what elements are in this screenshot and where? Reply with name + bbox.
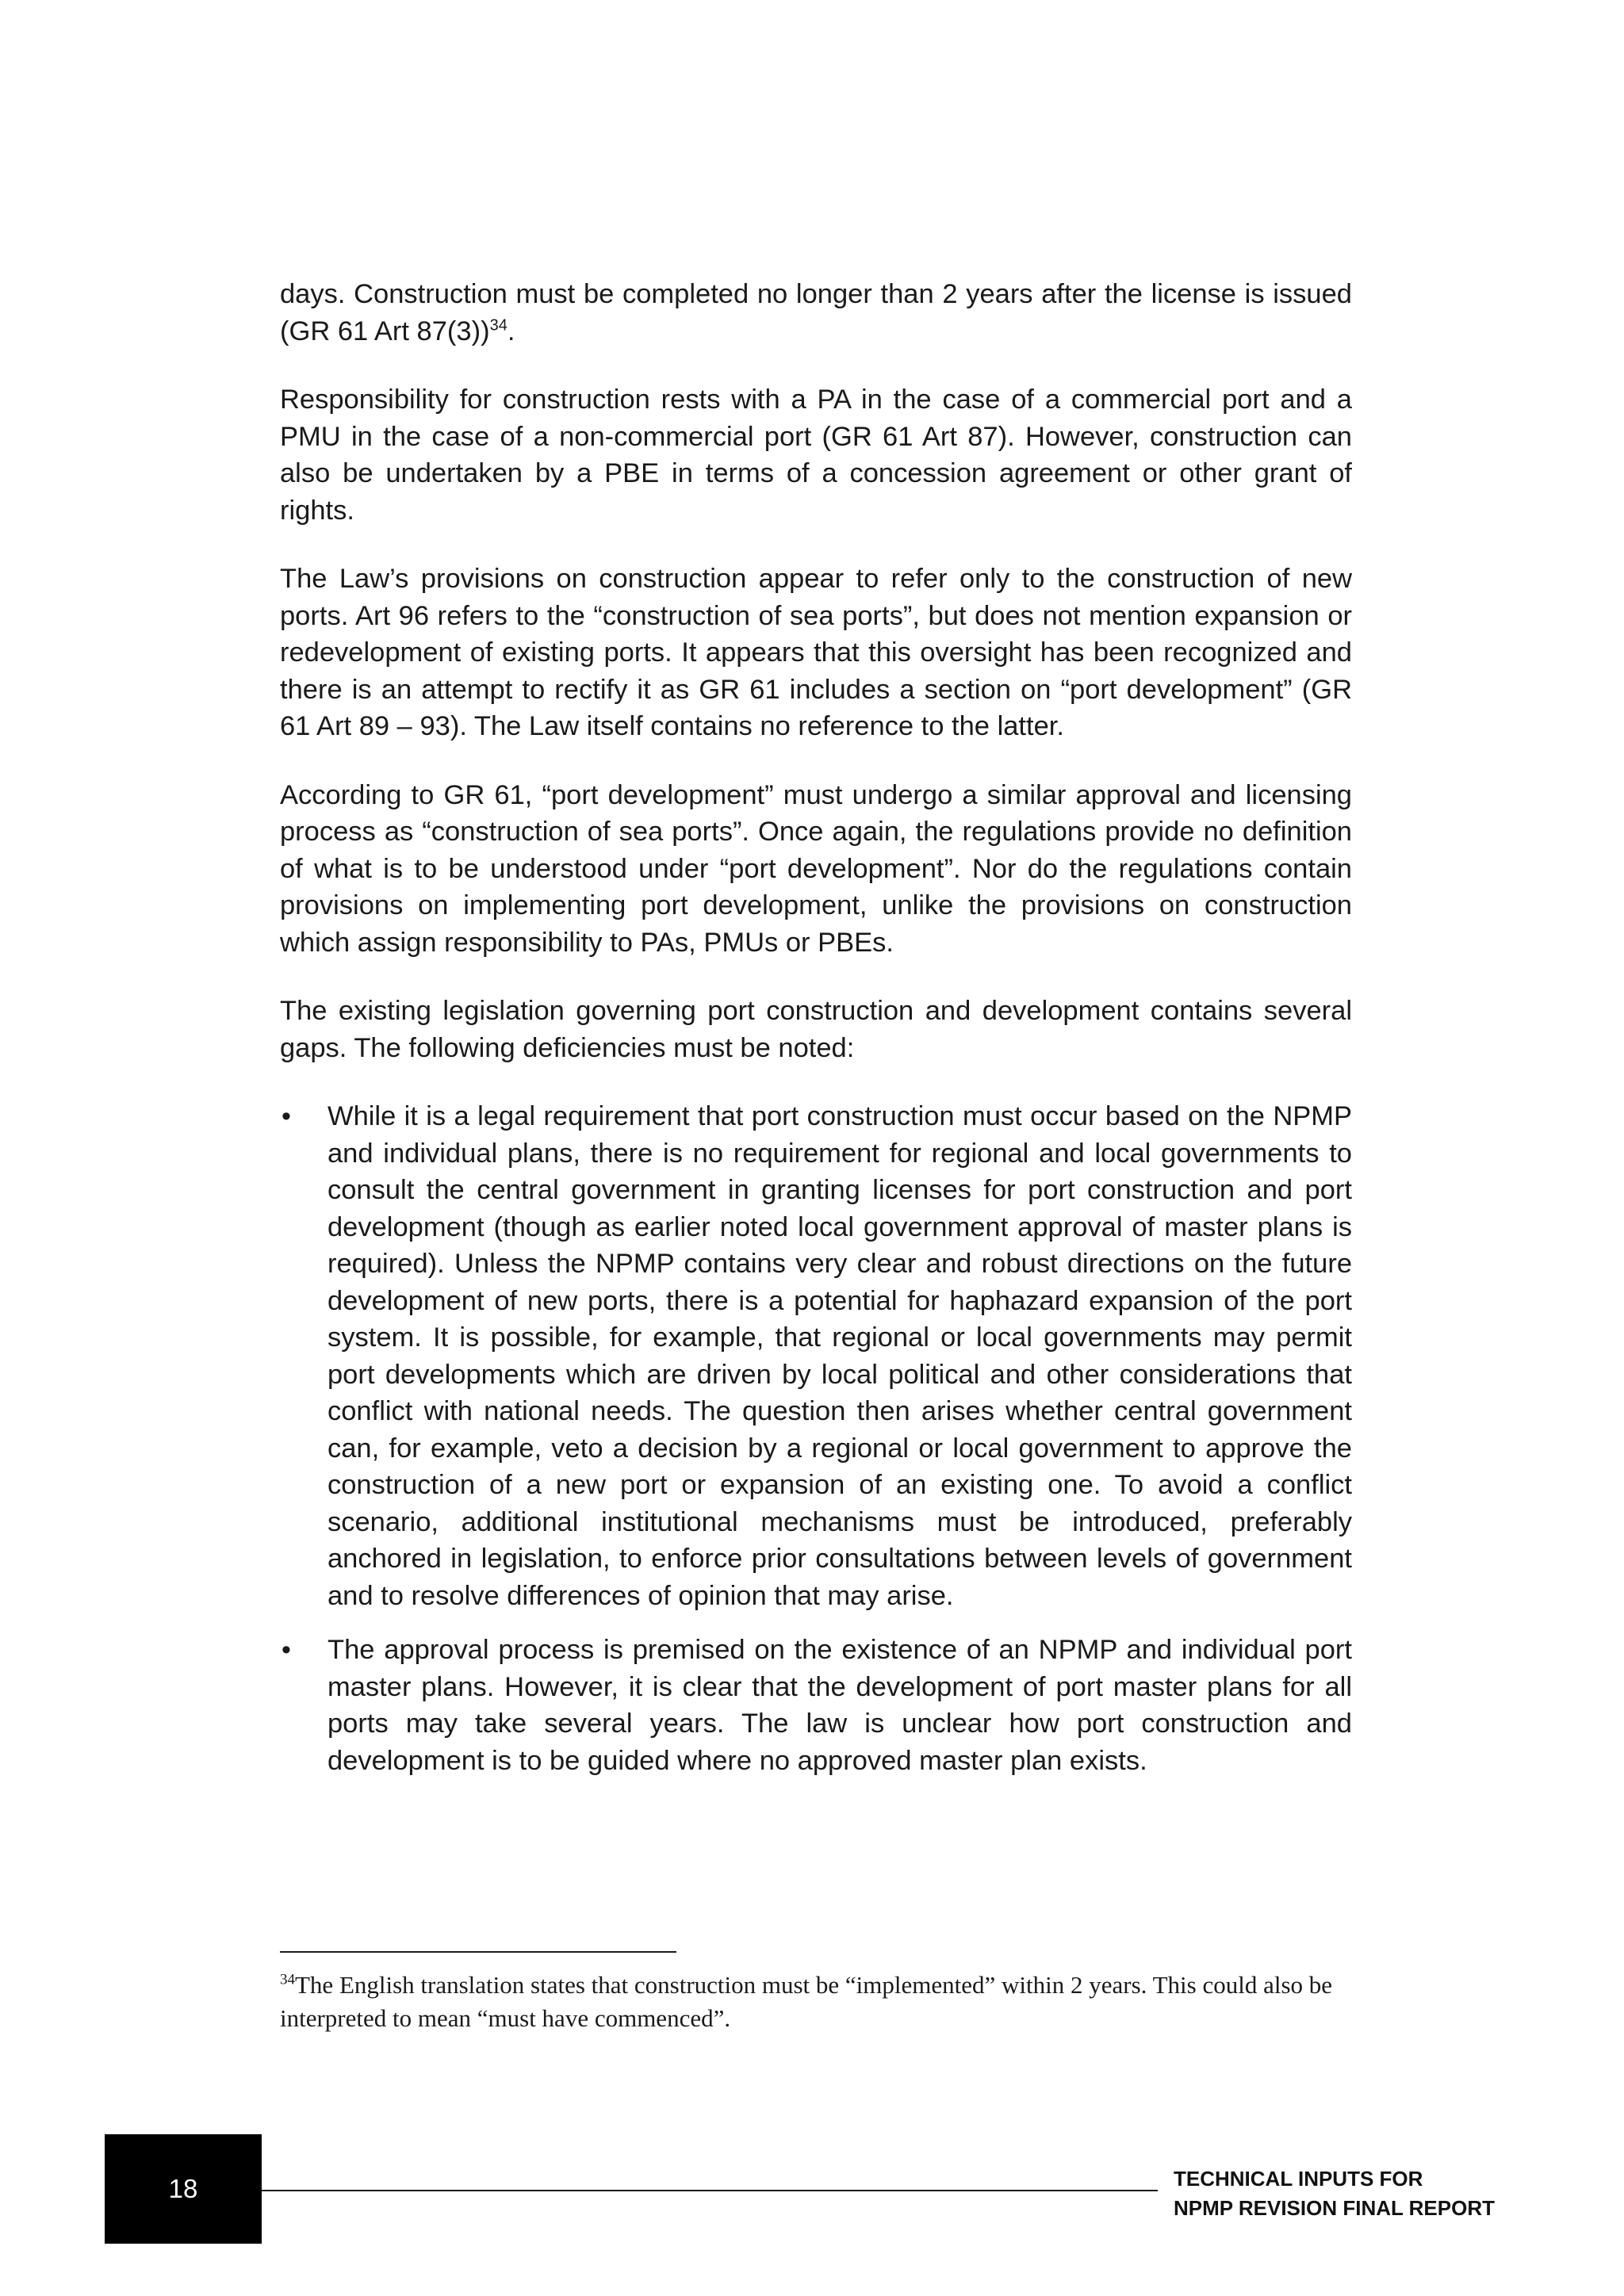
- footnote: [280, 1969, 1352, 2035]
- paragraph-port-development: According to GR 61, “port development” must undergo a similar approval and licensing process as “construction of sea ports”. Once again, the regulations provide no definition of what is to be understood under “port development”. Nor do the regulations contain provisions on implementing port development, unlike the provisions on construction which assign responsibility to PAs, PMUs or PBEs.: [280, 779, 1352, 958]
- bullet-icon: •: [282, 1635, 291, 1665]
- paragraph-responsibility: Responsibility for construction rests with a PA in the case of a commercial port and a PMU in the case of a non-commercial port (GR 61 Art 87). However, construction can also be undertaken by a PBE in terms of a concession agreement or other grant of rights.: [280, 385, 1352, 526]
- footnote-reference[interactable]: 34: [489, 316, 508, 334]
- report-title: [1174, 2164, 1495, 2223]
- footnote-divider: [280, 1951, 676, 1953]
- paragraph-text: days. Construction must be completed no longer than 2 years after the license is issued (GR 61 Art 87(3)): [280, 279, 1352, 346]
- list-item-text: The approval process is premised on the existence of an NPMP and individual port master plans. However, it is clear that the development of port master plans for all ports may take several years. The law is unclear how port construction and development is to be guided where no approved master plan exists.: [327, 1635, 1352, 1776]
- list-item: [280, 1098, 1352, 1614]
- page-number: 18: [168, 2174, 198, 2203]
- paragraph-construction-deadline: [280, 276, 1352, 350]
- deficiencies-list: [280, 1098, 1352, 1779]
- report-title-line1: TECHNICAL INPUTS FOR: [1174, 2167, 1423, 2191]
- footnote-number: 34: [280, 1971, 295, 1988]
- footer-divider: [262, 2190, 1158, 2191]
- list-item-text: While it is a legal requirement that port construction must occur based on the NPMP and individual plans, there is no requirement for regional and local governments to consult the central government in granting licenses for port construction and port development (though as earlier noted local government approval of master plans is required). Unless the NPMP contains very clear and robust directions on the future development of new ports, there is a potential for haphazard expansion of the port system. It is possible, for example, that regional or local governments may permit port developments which are driven by local political and other considerations that conflict with national needs. The question then arises whether central government can, for example, veto a decision by a regional or local government to approve the construction of a new port or expansion of an existing one. To avoid a conflict scenario, additional institutional mechanisms must be introduced, preferably anchored in legislation, to enforce prior consultations between levels of government and to resolve differences of opinion that may arise.: [327, 1101, 1352, 1611]
- paragraph-law-provisions: The Law’s provisions on construction appear to refer only to the construction of new ports. Art 96 refers to the “construction of sea ports”, but does not mention expansion or redevelopment of existing ports. It appears that this oversight has been recognized and there is an attempt to rectify it as GR 61 includes a section on “port development” (GR 61 Art 89 – 93). The Law itself contains no reference to the latter.: [280, 564, 1352, 741]
- paragraph-legislation-gaps: The existing legislation governing port construction and development contains several gaps. The following deficiencies must be noted:: [280, 996, 1352, 1063]
- paragraph-tail: .: [507, 316, 515, 346]
- page-number-box: [105, 2134, 262, 2244]
- list-item: [280, 1632, 1352, 1779]
- report-title-line2: NPMP REVISION FINAL REPORT: [1174, 2196, 1495, 2220]
- footnote-text: The English translation states that construction must be “implemented” within 2 years. This could also be interpreted to mean “must have commenced”.: [280, 1971, 1333, 2032]
- bullet-icon: •: [282, 1101, 291, 1131]
- body-text: [280, 276, 1352, 1797]
